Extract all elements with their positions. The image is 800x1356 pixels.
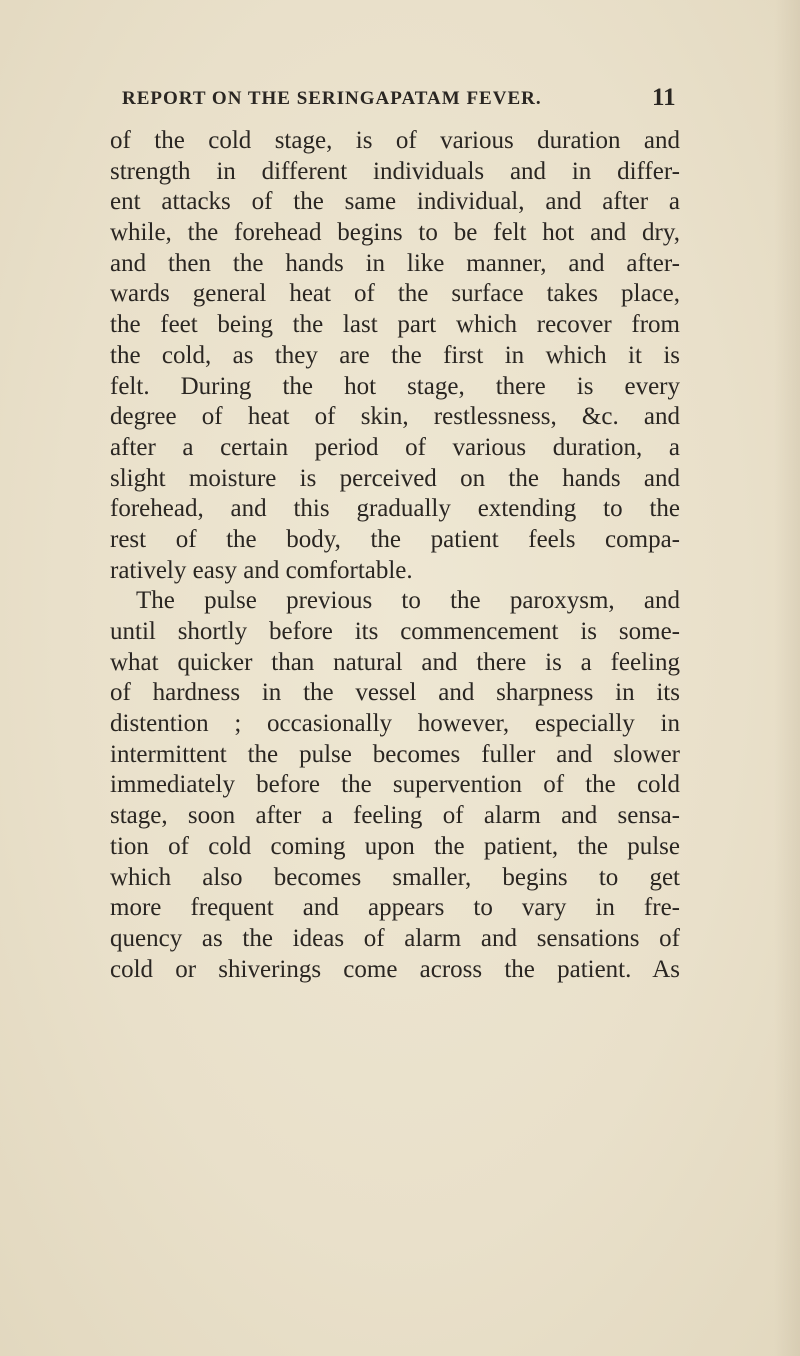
text-line: strength in different individuals and in differ-: [110, 157, 680, 185]
text-line: more frequent and appears to vary in fre-: [110, 894, 680, 922]
text-line: what quicker than natural and there is a feeling: [110, 648, 680, 676]
text-line: while, the forehead begins to be felt hot and dry,: [110, 219, 680, 247]
running-head-title: REPORT ON THE SERINGAPATAM FEVER.: [122, 88, 542, 109]
body-text: [110, 126, 680, 985]
text-line: and then the hands in like manner, and after-: [110, 249, 680, 277]
text-line: stage, soon after a feeling of alarm and sensa-: [110, 802, 680, 830]
text-line: distention ; occasionally however, especially in: [110, 710, 680, 738]
text-line: rest of the body, the patient feels compa-: [110, 525, 680, 553]
text-line: tion of cold coming upon the patient, the pulse: [110, 832, 680, 860]
running-head: [122, 84, 682, 111]
text-line: cold or shiverings come across the patient. As: [110, 955, 680, 983]
text-line: felt. During the hot stage, there is every: [110, 372, 680, 400]
page-gutter-shadow: [774, 0, 800, 1356]
page-number: 11: [652, 84, 676, 111]
text-line: wards general heat of the surface takes place,: [110, 280, 680, 308]
text-line: of hardness in the vessel and sharpness in its: [110, 679, 680, 707]
text-line: slight moisture is perceived on the hands and: [110, 464, 680, 492]
text-line: the feet being the last part which recover from: [110, 311, 680, 339]
text-line: after a certain period of various duration, a: [110, 433, 680, 461]
text-line: degree of heat of skin, restlessness, &c. and: [110, 403, 680, 431]
text-line: quency as the ideas of alarm and sensations of: [110, 924, 680, 952]
paragraph-end-line: ratively easy and comfortable.: [110, 556, 413, 584]
text-line: of the cold stage, is of various duration and: [110, 127, 680, 154]
text-line: until shortly before its commencement is some-: [110, 618, 680, 645]
text-line: intermittent the pulse becomes fuller and slower: [110, 740, 680, 768]
text-line: immediately before the supervention of the cold: [110, 771, 680, 799]
text-line: which also becomes smaller, begins to get: [110, 863, 680, 891]
text-line: forehead, and this gradually extending to the: [110, 495, 680, 523]
text-line: ent attacks of the same individual, and after a: [110, 188, 680, 216]
paragraph-start-line: The pulse previous to the paroxysm, and: [136, 587, 680, 615]
text-line: the cold, as they are the first in which it is: [110, 341, 680, 369]
